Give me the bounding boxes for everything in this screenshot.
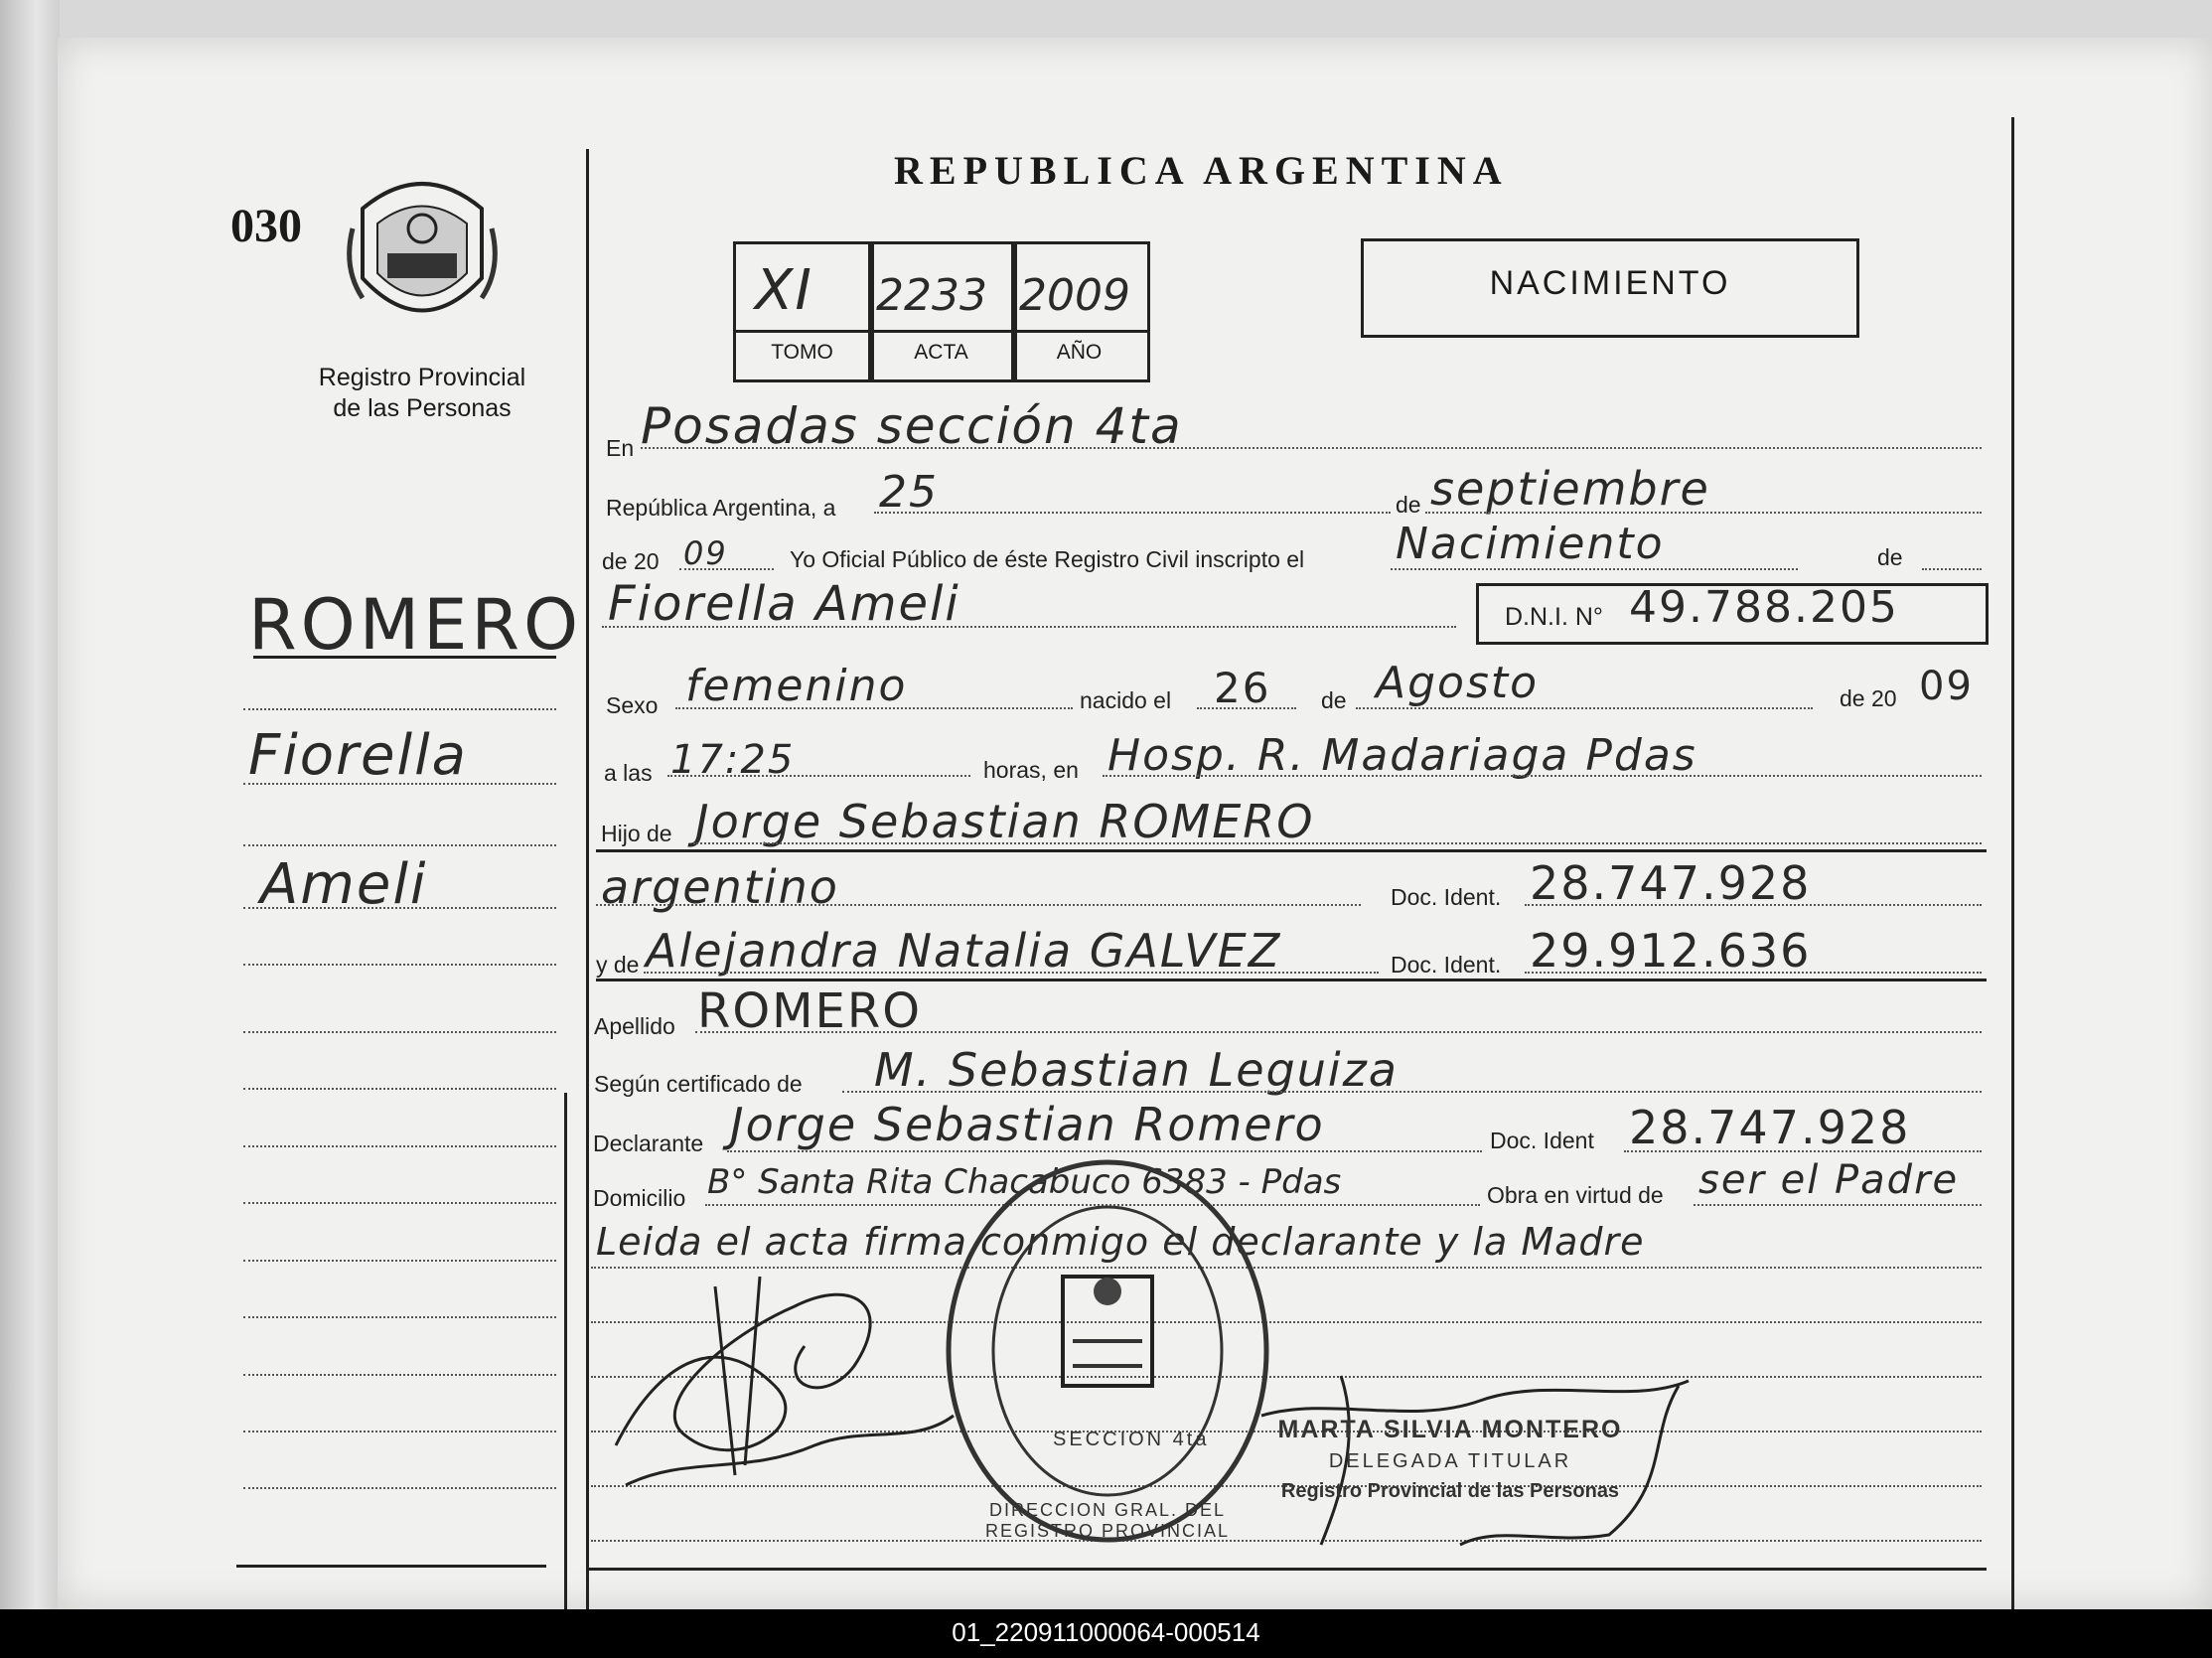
birth-time: 17:25 xyxy=(670,737,796,783)
day-line xyxy=(874,512,1391,514)
margin-line xyxy=(243,1260,556,1262)
margin-line xyxy=(243,1145,556,1147)
birth-year: 09 xyxy=(1919,664,1974,709)
apellido-label: Apellido xyxy=(594,1013,675,1039)
apellido-line xyxy=(695,1031,1982,1033)
mother-separator xyxy=(596,979,1987,981)
margin-line xyxy=(243,907,556,909)
doc-ident-label: Doc. Ident. xyxy=(1391,884,1502,910)
birth-month: Agosto xyxy=(1376,658,1540,708)
mother-doc: 29.912.636 xyxy=(1530,924,1812,978)
obra-label: Obra en virtud de xyxy=(1487,1182,1664,1208)
margin-line xyxy=(243,1431,556,1432)
margin-bottom-line xyxy=(236,1565,546,1568)
birth-month-line xyxy=(1356,707,1813,709)
inscripto-line xyxy=(1391,568,1798,570)
margin-line xyxy=(243,844,556,846)
margin-first-name: Fiorella xyxy=(248,723,468,788)
oficial-label: Yo Oficial Público de éste Registro Civil inscripto el xyxy=(790,546,1305,572)
margin-surname: ROMERO xyxy=(248,584,583,666)
margin-line xyxy=(243,1202,556,1204)
document-type: NACIMIENTO xyxy=(1489,264,1731,302)
margin-line xyxy=(243,708,556,710)
y-de-label: y de xyxy=(596,952,640,978)
declarante-value: Jorge Sebastian Romero xyxy=(730,1098,1325,1151)
margin-line xyxy=(243,783,556,785)
mother-name: Alejandra Natalia GALVEZ xyxy=(646,924,1282,978)
inscripto-value: Nacimiento xyxy=(1396,519,1665,569)
child-name-line xyxy=(602,626,1456,628)
province-seal-icon xyxy=(343,169,502,343)
father-doc-line xyxy=(1525,904,1982,906)
obra-line xyxy=(1694,1204,1982,1206)
segun-label: Según certificado de xyxy=(594,1071,803,1097)
hijo-label: Hijo de xyxy=(601,821,672,846)
birth-day-line xyxy=(1197,707,1296,709)
acta-value: 2233 xyxy=(876,270,987,321)
margin-line xyxy=(243,1316,556,1318)
certificado-line xyxy=(842,1091,1982,1093)
certificado-value: M. Sebastian Leguiza xyxy=(874,1043,1399,1097)
de-line-2 xyxy=(1922,568,1982,570)
margin-line xyxy=(243,964,556,966)
birth-place-line xyxy=(1103,775,1982,777)
margin-middle-name: Ameli xyxy=(260,852,428,917)
mother-doc-line xyxy=(1525,972,1982,974)
stamp-text: DIRECCION GRAL. DEL REGISTRO PROVINCIAL xyxy=(984,1500,1231,1541)
sexo-value: femenino xyxy=(685,661,908,711)
margin-line xyxy=(243,1487,556,1489)
month-value: septiembre xyxy=(1430,462,1710,516)
de-label-2: de xyxy=(1877,544,1903,570)
official-name: MARTA SILVIA MONTERO xyxy=(1277,1416,1623,1443)
declarante-doc-line xyxy=(1624,1150,1982,1152)
official-title: DELEGADA TITULAR xyxy=(1328,1450,1572,1472)
mother-name-line xyxy=(644,972,1379,974)
dni-value: 49.788.205 xyxy=(1629,582,1899,633)
year-value: 09 xyxy=(683,534,728,572)
birth-year-label: de 20 xyxy=(1840,685,1897,711)
month-line xyxy=(1425,512,1982,514)
year-prefix-label: de 20 xyxy=(602,548,660,574)
nacido-label: nacido el xyxy=(1080,687,1172,713)
margin-surname-underline xyxy=(253,656,556,659)
domicilio-label: Domicilio xyxy=(593,1185,686,1211)
en-label: En xyxy=(606,435,635,461)
registry-name: Registro Provincial de las Personas xyxy=(318,364,526,422)
right-frame-line xyxy=(2011,117,2014,1609)
ano-label: AÑO xyxy=(1056,341,1103,364)
tomo-label: TOMO xyxy=(771,341,833,364)
official-office: Registro Provincial de las Personas xyxy=(1280,1480,1620,1502)
left-frame-line xyxy=(586,149,589,1609)
republica-label: República Argentina, a xyxy=(606,495,836,521)
file-code: 01_220911000064-000514 xyxy=(952,1617,1260,1647)
year-line xyxy=(679,568,774,570)
declarante-label: Declarante xyxy=(593,1130,704,1156)
father-name-line xyxy=(693,842,1982,844)
sexo-label: Sexo xyxy=(606,692,659,718)
margin-line xyxy=(243,1031,556,1033)
tomo-value: XI xyxy=(755,258,813,323)
country-title: REPUBLICA ARGENTINA xyxy=(894,148,1509,193)
birth-place: Hosp. R. Madariaga Pdas xyxy=(1107,730,1697,781)
record-box-divider xyxy=(733,330,1147,333)
margin-line xyxy=(243,1374,556,1376)
father-nationality-line xyxy=(596,904,1361,906)
father-name: Jorge Sebastian ROMERO xyxy=(695,795,1315,848)
day-value: 25 xyxy=(879,467,939,518)
birth-time-line xyxy=(667,775,970,777)
declarant-signature xyxy=(596,1247,993,1505)
horas-label: horas, en xyxy=(983,757,1079,783)
father-nationality: argentino xyxy=(601,860,839,914)
parents-separator xyxy=(596,849,1987,852)
father-doc: 28.747.928 xyxy=(1530,856,1812,910)
stamp-section: SECCION 4ta xyxy=(1053,1429,1210,1450)
margin-line xyxy=(243,1088,556,1090)
declarante-doc-label: Doc. Ident xyxy=(1490,1128,1594,1153)
birth-de-label: de xyxy=(1321,687,1347,713)
doc-ident-label-2: Doc. Ident. xyxy=(1391,952,1502,978)
sexo-line xyxy=(675,707,1073,709)
binder-edge xyxy=(0,0,60,1609)
en-value: Posadas sección 4ta xyxy=(641,397,1183,455)
declarante-doc: 28.747.928 xyxy=(1629,1101,1911,1154)
obra-value: ser el Padre xyxy=(1698,1157,1960,1203)
de-label: de xyxy=(1396,492,1421,518)
en-line xyxy=(641,447,1982,449)
domicilio-value: B° Santa Rita Chacabuco 6383 - Pdas xyxy=(707,1162,1342,1202)
a-las-label: a las xyxy=(604,760,653,786)
ano-value: 2009 xyxy=(1019,270,1130,321)
form-bottom-line xyxy=(586,1568,1987,1571)
closing-line: Leida el acta firma conmigo el declarante y la Madre xyxy=(596,1220,1645,1264)
birth-day: 26 xyxy=(1214,664,1271,712)
child-name: Fiorella Ameli xyxy=(608,576,960,632)
apellido-value: ROMERO xyxy=(697,983,923,1039)
acta-label: ACTA xyxy=(914,341,968,364)
left-frame-line-lower xyxy=(564,1093,567,1609)
page-number: 030 xyxy=(230,200,302,252)
dni-label: D.N.I. N° xyxy=(1505,603,1603,631)
